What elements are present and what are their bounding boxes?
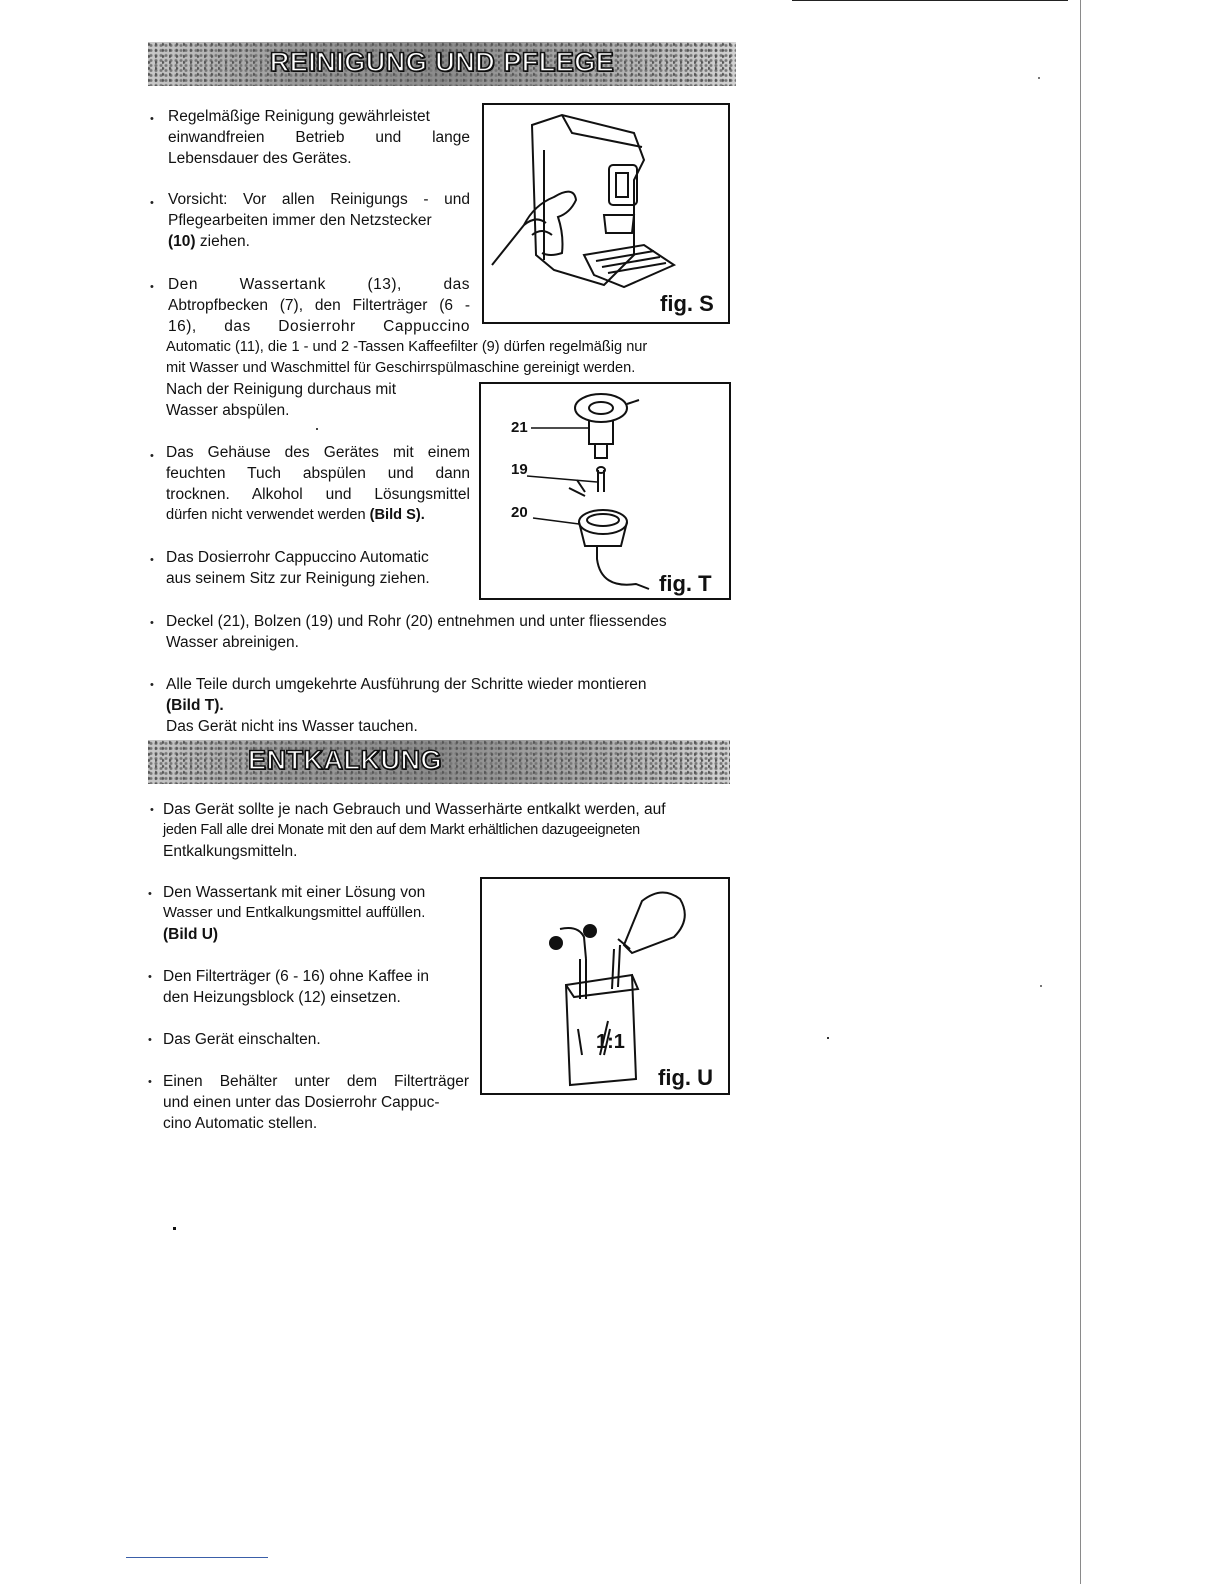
text-line: Den Filterträger (6 - 16) ohne Kaffee in [163, 968, 429, 985]
bullet: • [150, 804, 154, 816]
text-line: Das Dosierrohr Cappuccino Automatic [166, 549, 429, 566]
machine-cleaning-illustration [484, 105, 728, 322]
descaling-paragraph-4 [163, 1029, 469, 1050]
scan-dot [316, 428, 318, 430]
bullet: • [148, 971, 152, 983]
section-banner-cleaning [148, 42, 736, 86]
cleaning-paragraph-5 [166, 547, 470, 589]
figure-t-label: fig. T [659, 571, 712, 596]
cleaning-paragraph-1 [168, 106, 470, 169]
text-line: Wasser abspülen. [166, 402, 290, 419]
text-line: den Heizungsblock (12) einsetzen. [163, 989, 401, 1006]
footnote-rule [126, 1557, 268, 1558]
scan-dot [1038, 77, 1040, 79]
text-line [168, 231, 470, 252]
scan-dot [173, 1227, 176, 1230]
cleaning-paragraph-2 [168, 189, 470, 252]
text-line: aus seinem Sitz zur Reinigung ziehen. [166, 570, 430, 587]
text-line: Das Gehäuse des Gerätes mit einem [166, 444, 470, 461]
bullet: • [150, 617, 154, 629]
text-line: trocknen. Alkohol und Lösungsmittel [166, 486, 470, 503]
figure-reference: (Bild T). [166, 697, 224, 714]
text-line: Vorsicht: Vor allen Reinigungs - und [168, 191, 470, 208]
text-line: Den Wassertank mit einer Lösung von [163, 884, 426, 901]
descaling-container-illustration [482, 879, 728, 1093]
text-line: Regelmäßige Reinigung gewährleistet [168, 108, 430, 125]
bullet: • [150, 679, 154, 691]
cappuccino-tube-exploded-illustration [481, 384, 729, 598]
text-line: 16), das Dosierrohr Cappuccino [168, 318, 470, 335]
text-line: feuchten Tuch abspülen und dann [166, 465, 470, 482]
text-line: Deckel (21), Bolzen (19) und Rohr (20) entnehmen und unter fliessendes [166, 613, 667, 630]
cleaning-paragraph-4 [166, 442, 470, 526]
bullet: • [150, 113, 154, 125]
text-line: jeden Fall alle drei Monate mit den auf dem Markt erhältlichen dazugeeigneten [163, 822, 640, 838]
callout-19: 19 [511, 461, 528, 478]
section-banner-descaling [148, 740, 730, 784]
figure-s [482, 103, 730, 324]
text-line: Nach der Reinigung durchaus mit [166, 381, 397, 398]
bullet: • [150, 450, 154, 462]
text-line: Entkalkungsmitteln. [163, 843, 298, 860]
page-edge-line [1080, 0, 1081, 1584]
cleaning-paragraph-7 [166, 674, 732, 737]
text-line: Den Wassertank (13), das [168, 276, 470, 293]
figure-u [480, 877, 730, 1095]
text-fragment: ziehen. [199, 233, 250, 250]
text-line: Das Gerät einschalten. [163, 1031, 321, 1048]
part-number: (10) [168, 233, 196, 250]
text-fragment: dürfen nicht verwendet werden [166, 507, 366, 523]
figure-t [479, 382, 731, 600]
scan-dot [827, 1037, 829, 1039]
text-line: Wasser und Entkalkungsmittel auffüllen. [163, 905, 426, 921]
text-line: und einen unter das Dosierrohr Cappuc- [163, 1094, 440, 1111]
text-line: mit Wasser und Waschmittel für Geschirrspülmaschine gereinigt werden. [166, 360, 636, 376]
callout-20: 20 [511, 504, 528, 521]
top-rule [792, 0, 1068, 1]
text-line: Alle Teile durch umgekehrte Ausführung der Schritte wieder montieren [166, 676, 647, 693]
section-title-descaling: ENTKALKUNG [248, 745, 442, 775]
figure-reference: (Bild S). [369, 507, 425, 523]
figure-reference: (Bild U) [163, 926, 219, 943]
scan-dot [1040, 985, 1042, 987]
bullet: • [148, 888, 152, 900]
text-line: Das Gerät sollte je nach Gebrauch und Wasserhärte entkalkt werden, auf [163, 801, 666, 818]
bullet: • [150, 554, 154, 566]
text-line [166, 505, 470, 526]
ratio-label: 1:1 [596, 1031, 625, 1053]
text-line: Einen Behälter unter dem Filterträger [163, 1073, 469, 1090]
bullet: • [150, 281, 154, 293]
bullet: • [148, 1076, 152, 1088]
bullet: • [150, 197, 154, 209]
text-line: cino Automatic stellen. [163, 1115, 318, 1132]
descaling-paragraph-3 [163, 966, 469, 1008]
text-line: Das Gerät nicht ins Wasser tauchen. [166, 718, 418, 735]
text-line: Wasser abreinigen. [166, 634, 299, 651]
descaling-paragraph-1 [163, 799, 731, 862]
descaling-paragraph-5 [163, 1071, 469, 1134]
text-line: einwandfreien Betrieb und lange [168, 129, 470, 146]
text-line: Automatic (11), die 1 - und 2 -Tassen Kaffeefilter (9) dürfen regelmäßig nur [166, 339, 648, 355]
figure-s-label: fig. S [660, 291, 714, 316]
section-title-cleaning: REINIGUNG UND PFLEGE [269, 47, 615, 77]
callout-21: 21 [511, 419, 528, 436]
text-line: Lebensdauer des Gerätes. [168, 150, 352, 167]
cleaning-paragraph-6 [166, 611, 732, 653]
cleaning-paragraph-3a [168, 274, 470, 337]
figure-u-label: fig. U [658, 1065, 713, 1090]
text-line: Pflegearbeiten immer den Netzstecker [168, 212, 432, 229]
bullet: • [148, 1034, 152, 1046]
descaling-paragraph-2 [163, 882, 469, 945]
text-line: Abtropfbecken (7), den Filterträger (6 - [168, 297, 470, 314]
